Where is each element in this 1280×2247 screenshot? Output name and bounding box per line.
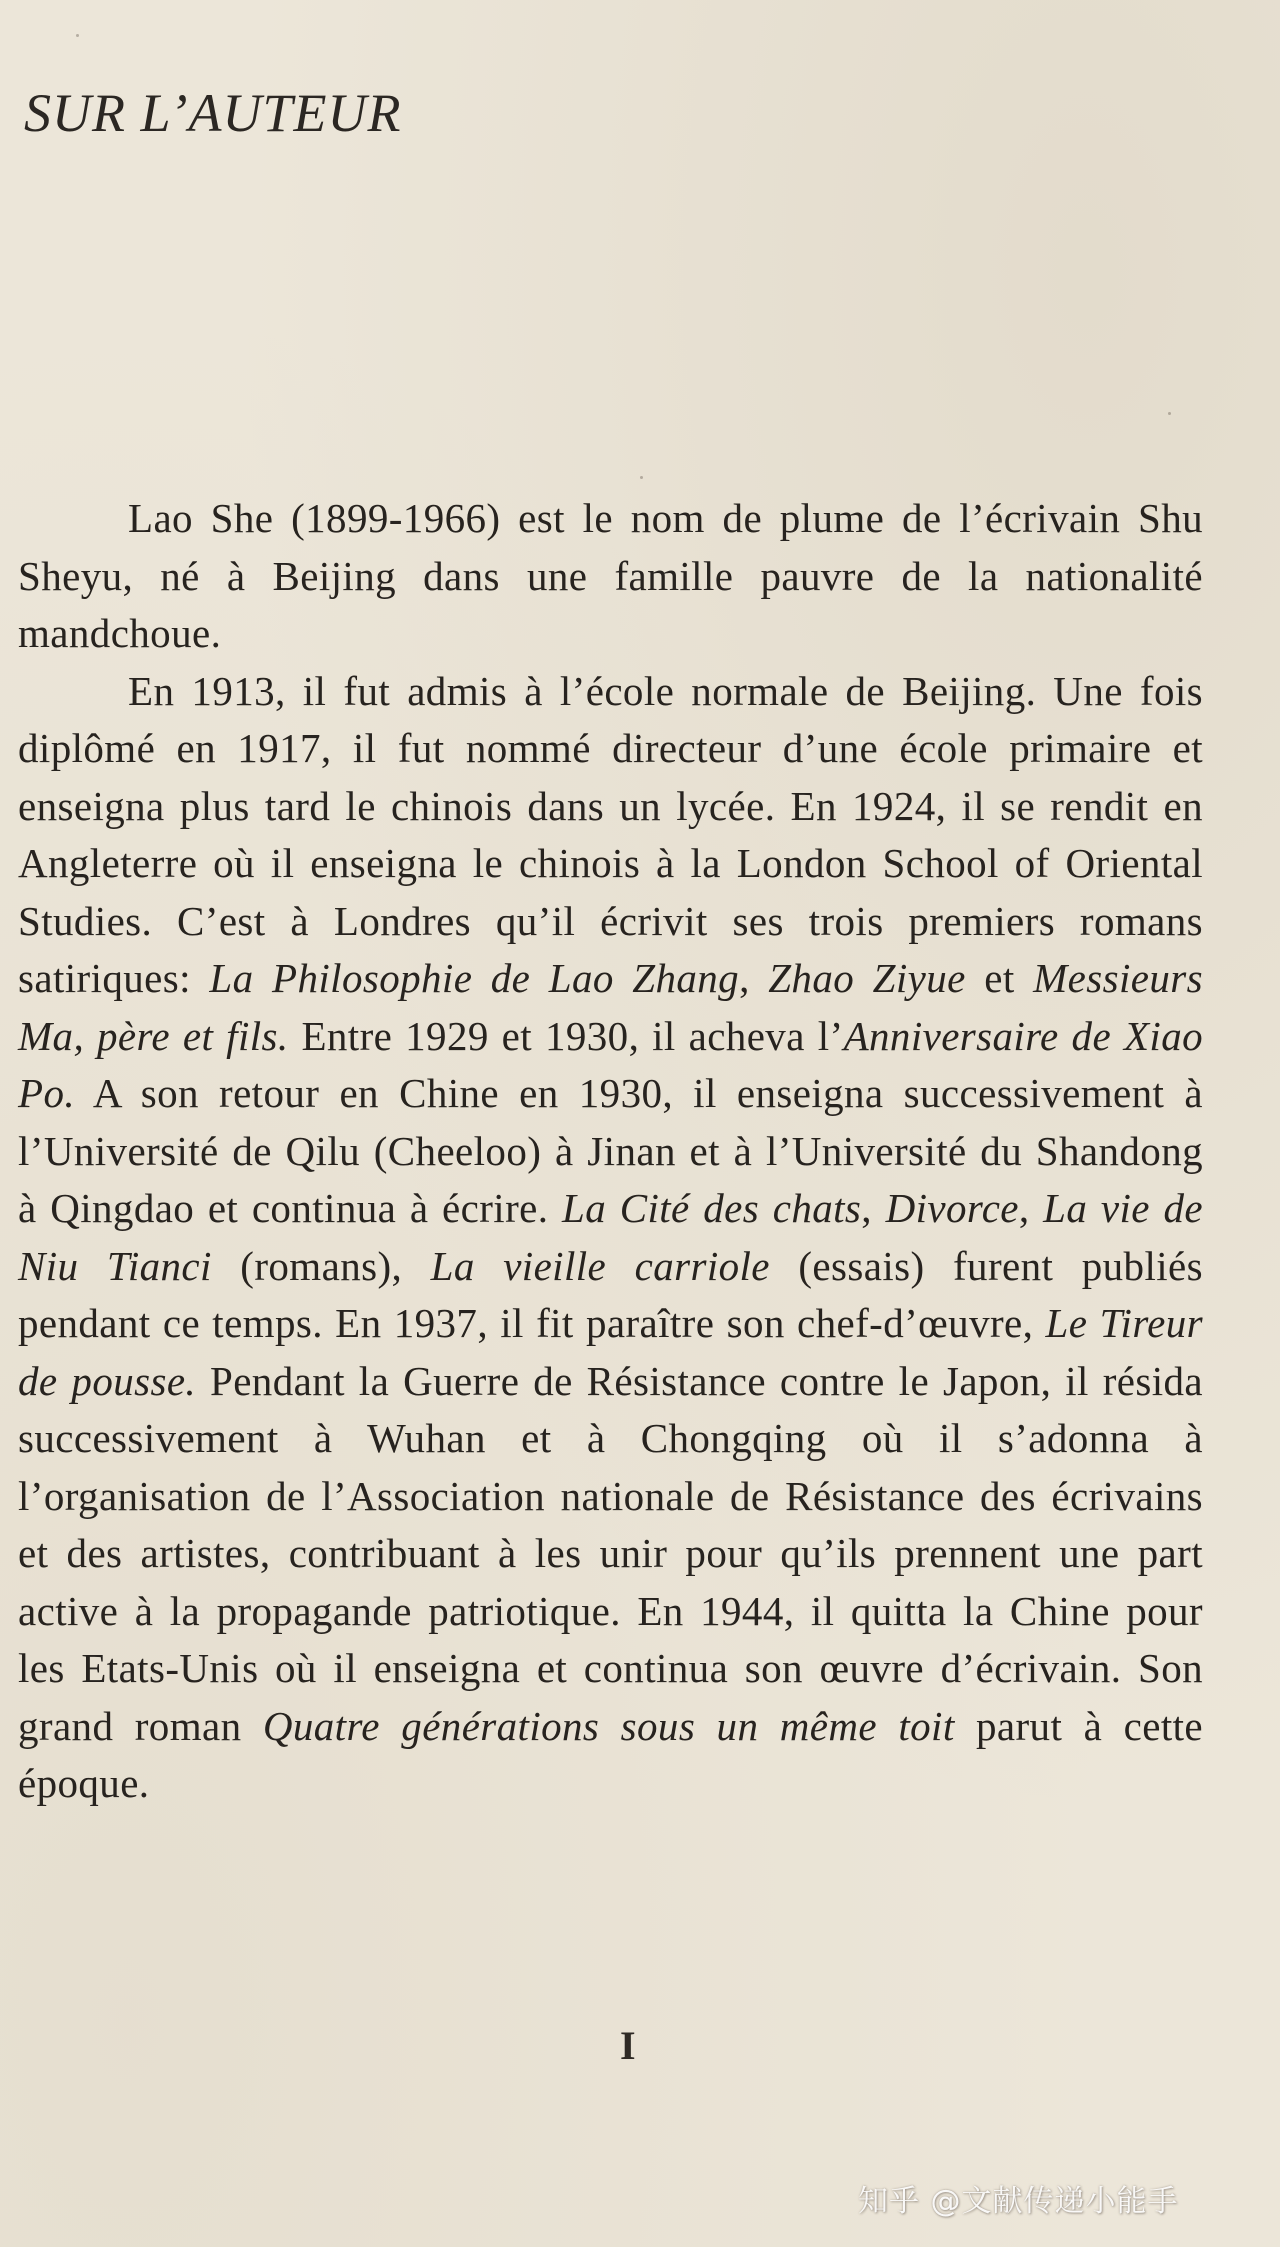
text-run: et <box>965 955 1034 1001</box>
text-run: En 1913, il fut admis à l’école normale de Beijing. Une fois diplômé en 1917, il fut nommé directeur d’une école primaire et enseigna plus tard le chinois dans un lycée. En 1924, il se rendit en Angleterre où il enseigna le chinois à la London School of Oriental Studies. C’est à Londres qu’il écrivit ses trois premiers romans satiriques: <box>18 667 1203 1001</box>
text-run: , <box>1018 1185 1044 1231</box>
italic-title-run: Le Tireur de pousse. <box>18 1300 1204 1404</box>
italic-title-run: La vie de Niu Tianci <box>18 1185 1203 1289</box>
text-run: Entre 1929 et 1930, il acheva l’ <box>288 1012 844 1059</box>
italic-title-run: La Cité des chats <box>562 1185 862 1231</box>
italic-title-run: Zhao Ziyue <box>768 955 966 1001</box>
italic-title-run: Messieurs Ma, père et fils. <box>18 955 1203 1059</box>
page-number: I <box>620 2023 636 2068</box>
paper-speck <box>640 476 643 479</box>
text-run: Pendant la Guerre de Résistance contre le Japon, il résida successivement à Wuhan et à Chongqing où il s’adonna à l’organisation de l’Association nationale de Résistance des écrivains et des artistes, contribuant à les unir pour qu’ils prennent une part active à la propagande patriotique. En 1944, il quitta la Chine pour les Etats-Unis où il enseigna et continua son œuvre d’écrivain. Son grand roman <box>18 1357 1203 1749</box>
text-run: A son retour en Chine en 1930, il enseigna successivement à l’Université de Qilu (Cheeloo) à Jinan et à l’Université du Shandong à Qingdao et continua à écrire. <box>18 1070 1203 1231</box>
text-run: parut à cette époque. <box>18 1702 1203 1806</box>
body-text <box>18 490 1203 1813</box>
text-run: , <box>739 955 769 1001</box>
paragraph <box>18 663 1203 1813</box>
text-run: Lao She (1899-1966) est le nom de plume de l’écrivain Shu Sheyu, né à Beijing dans une famille pauvre de la nationalité mandchoue. <box>18 495 1203 656</box>
paper-speck <box>1168 412 1171 415</box>
text-run: (essais) furent publiés pendant ce temps. En 1937, il fit paraître son chef-d’œuvre, <box>18 1242 1203 1346</box>
italic-title-run: Divorce <box>885 1185 1019 1231</box>
page-title: SUR L’AUTEUR <box>24 83 402 143</box>
italic-title-run: Anniversaire de Xiao Po. <box>18 1012 1203 1116</box>
watermark: 知乎 @文献传递小能手 <box>858 2184 1179 2219</box>
paragraph <box>18 490 1203 663</box>
text-run: (romans), <box>211 1242 431 1289</box>
italic-title-run: La Philosophie de Lao Zhang <box>209 955 740 1001</box>
text-run: , <box>861 1185 886 1231</box>
italic-title-run: Quatre générations sous un même toit <box>262 1702 955 1749</box>
italic-title-run: La vieille carriole <box>430 1242 770 1289</box>
paper-speck <box>76 34 79 37</box>
